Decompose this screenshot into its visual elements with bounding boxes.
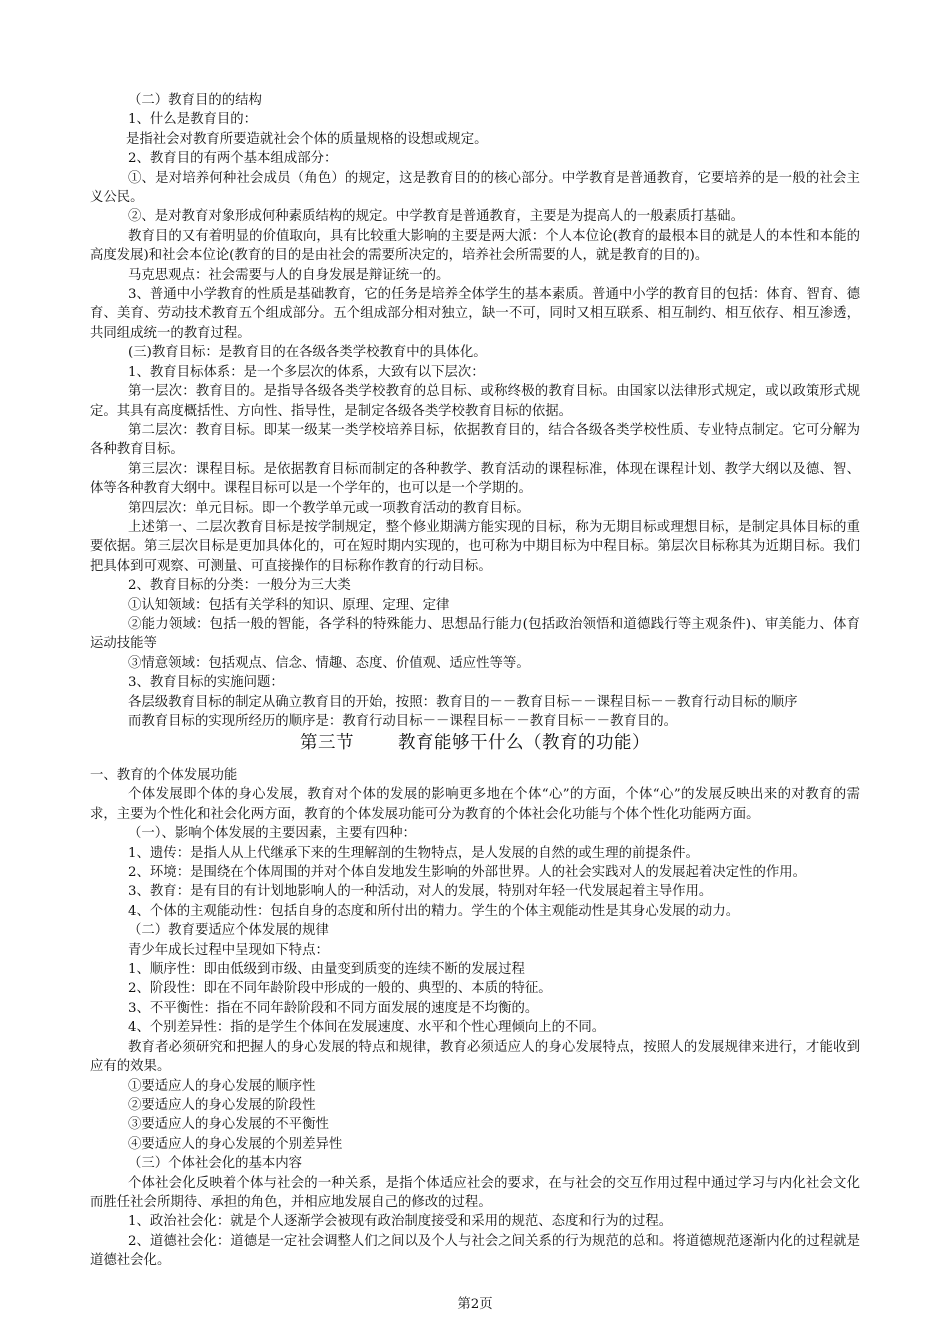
subheading: 一、教育的个体发展功能 [90, 768, 238, 783]
paragraph: 4、个别差异性：指的是学生个体间在发展速度、水平和个性心理倾向上的不同。 [128, 1020, 606, 1036]
list-item: ②要适应人的身心发展的阶段性 [128, 1097, 316, 1113]
paragraph: 马克思观点：社会需要与人的自身发展是辩证统一的。 [128, 267, 450, 283]
subheading: （一）、影响个体发展的主要因素，主要有四种： [128, 826, 416, 842]
paragraph: 2、阶段性：即在不同年龄阶段中形成的一般的、典型的、本质的特征。 [128, 981, 552, 997]
paragraph: 第三层次：课程目标。是依据教育目标而制定的各种教学、教育活动的课程标准，体现在课程计划、教学大纲以及德、智、体等各种教育大纲中。课程目标可以是一个学年的，也可以是一个学期的。 [90, 461, 860, 497]
paragraph: 2、道德社会化：道德是一定社会调整人们之间以及个人与社会之间关系的行为规范的总和。将道德规范逐渐内化的过程就是道德社会化。 [90, 1233, 860, 1269]
paragraph: 2、教育目的有两个基本组成部分： [128, 151, 338, 167]
paragraph: 个体社会化反映着个体与社会的一种关系，是指个体适应社会的要求，在与社会的交互作用过程中通过学习与内化社会文化而胜任社会所期待、承担的角色，并相应地发展自己的修改的过程。 [90, 1175, 860, 1210]
section-number: 第三节 [300, 733, 354, 753]
paragraph: ②能力领域：包括一般的智能，各学科的特殊能力、思想品行能力(包括政治领悟和道德践行等主观条件)、审美能力、体育运动技能等 [90, 616, 860, 652]
paragraph: 2、环境：是围绕在个体周围的并对个体自发地发生影响的外部世界。人的社会实践对人的发展起着决定性的作用。 [128, 865, 807, 881]
paragraph: 1、政治社会化：就是个人逐渐学会被现有政治制度接受和采用的规范、态度和行为的过程。 [128, 1214, 673, 1230]
section-education-function [90, 766, 860, 1271]
subheading: （三）个体社会化的基本内容 [128, 1156, 303, 1172]
paragraph: 教育目的又有着明显的价值取向，具有比较重大影响的主要是两大派：个人本位论(教育的最根本目的就是人的本性和本能的高度发展)和社会本位论(教育的目的是由社会的需要所决定的，培养社会所需要的人，就是教育的目的)。 [90, 228, 860, 264]
paragraph: 1、什么是教育目的： [128, 112, 258, 128]
paragraph: ①、是对培养何种社会成员（角色）的规定，这是教育目的的核心部分。中学教育是普通教育，它要培养的是一般的社会主义公民。 [90, 170, 860, 206]
paragraph: 1、教育目标体系：是一个多层次的体系，大致有以下层次： [128, 364, 485, 380]
paragraph: 第二层次：教育目标。即某一级某一类学校培养目标，依据教育目的，结合各级各类学校性质、专业特点制定。它可分解为各种教育目标。 [90, 422, 860, 458]
page-number: 第2页 [457, 1297, 493, 1312]
list-item: ③要适应人的身心发展的不平衡性 [128, 1117, 329, 1133]
paragraph: 而教育目标的实现所经历的顺序是：教育行动目标－－课程目标－－教育目标－－教育目的。 [128, 714, 678, 729]
paragraph: 1、遗传：是指人从上代继承下来的生理解剖的生物特点，是人发展的自然的或生理的前提条件。 [128, 845, 699, 861]
paragraph: 1、顺序性：即由低级到市级、由量变到质变的连续不断的发展过程 [128, 962, 525, 978]
paragraph: 3、教育目标的实施问题： [128, 675, 284, 691]
list-item: ④要适应人的身心发展的个别差异性 [128, 1136, 343, 1152]
paragraph: 2、教育目标的分类：一般分为三大类 [128, 578, 351, 594]
section-heading [0, 730, 950, 756]
paragraph: 个体发展即个体的身心发展，教育对个体的发展的影响更多地在个体“心”的方面，个体“心”的发展反映出来的对教育的需求，主要为个性化和社会化两方面，教育的个体发展功能可分为教育的个体社会化功能与个体个性化功能两方面。 [90, 787, 860, 822]
paragraph: ③情意领域：包括观点、信念、情趣、态度、价值观、适应性等等。 [128, 655, 530, 671]
section-education-purpose-structure [90, 91, 860, 731]
paragraph: 是指社会对教育所要造就社会个体的质量规格的设想或规定。 [126, 131, 488, 147]
paragraph: 上述第一、二层次教育目标是按学制规定，整个修业期满方能实现的目标，称为无期目标或理想目标，是制定具体目标的重要依据。第三层次目标是更加具体化的，可在短时期内实现的，也可称为中期目标为中程目标。第层次目标称其为近期目标。我们把具体到可观察、可测量、可直接操作的目标称作教育的行动目标。 [90, 519, 860, 574]
paragraph: 4、个体的主观能动性：包括自身的态度和所付出的精力。学生的个体主观能动性是其身心发展的动力。 [128, 903, 740, 919]
section-title: 教育能够干什么（教育的功能） [398, 733, 650, 753]
paragraph: 第一层次：教育目的。是指导各级各类学校教育的总目标、或称终极的教育目标。由国家以法律形式规定，或以政策形式规定。其具有高度概括性、方向性、指导性，是制定各级各类学校教育目标的依据。 [90, 384, 860, 419]
paragraph: 3、不平衡性：指在不同年龄阶段和不同方面发展的速度是不均衡的。 [128, 1000, 539, 1016]
paragraph: 青少年成长过程中呈现如下特点： [128, 942, 329, 958]
subheading: （二）教育要适应个体发展的规律 [128, 923, 329, 939]
list-item: ①要适应人的身心发展的顺序性 [128, 1078, 316, 1094]
paragraph: ①认知领域：包括有关学科的知识、原理、定理、定律 [128, 597, 450, 613]
paragraph: 3、普通中小学教育的性质是基础教育，它的任务是培养全体学生的基本素质。普通中小学的教育目的包括：体育、智育、德育、美育、劳动技术教育五个组成部分。五个组成部分相对独立，缺一不可，同时又相互联系、相互制约、相互依存、相互渗透，共同组成统一的教育过程。 [90, 287, 860, 341]
paragraph: 教育者必须研究和把握人的身心发展的特点和规律，教育必须适应人的身心发展特点，按照人的发展规律来进行，才能收到应有的效果。 [90, 1039, 860, 1075]
paragraph: 3、教育：是有目的有计划地影响人的一种活动，对人的发展，特别对年轻一代发展起着主导作用。 [128, 884, 713, 900]
subheading: (三)教育目标：是教育目的在各级各类学校教育中的具体化。 [128, 345, 487, 361]
paragraph: ②、是对教育对象形成何种素质结构的规定。中学教育是普通教育，主要是为提高人的一般素质打基础。 [128, 209, 744, 225]
paragraph: 第四层次：单元目标。即一个教学单元或一项教育活动的教育目标。 [128, 500, 530, 516]
paragraph: 各层级教育目标的制定从确立教育目的开始，按照：教育目的－－教育目标－－课程目标－－教育行动目标的顺序 [128, 694, 798, 710]
subheading: （二）教育目的的结构 [128, 93, 262, 108]
